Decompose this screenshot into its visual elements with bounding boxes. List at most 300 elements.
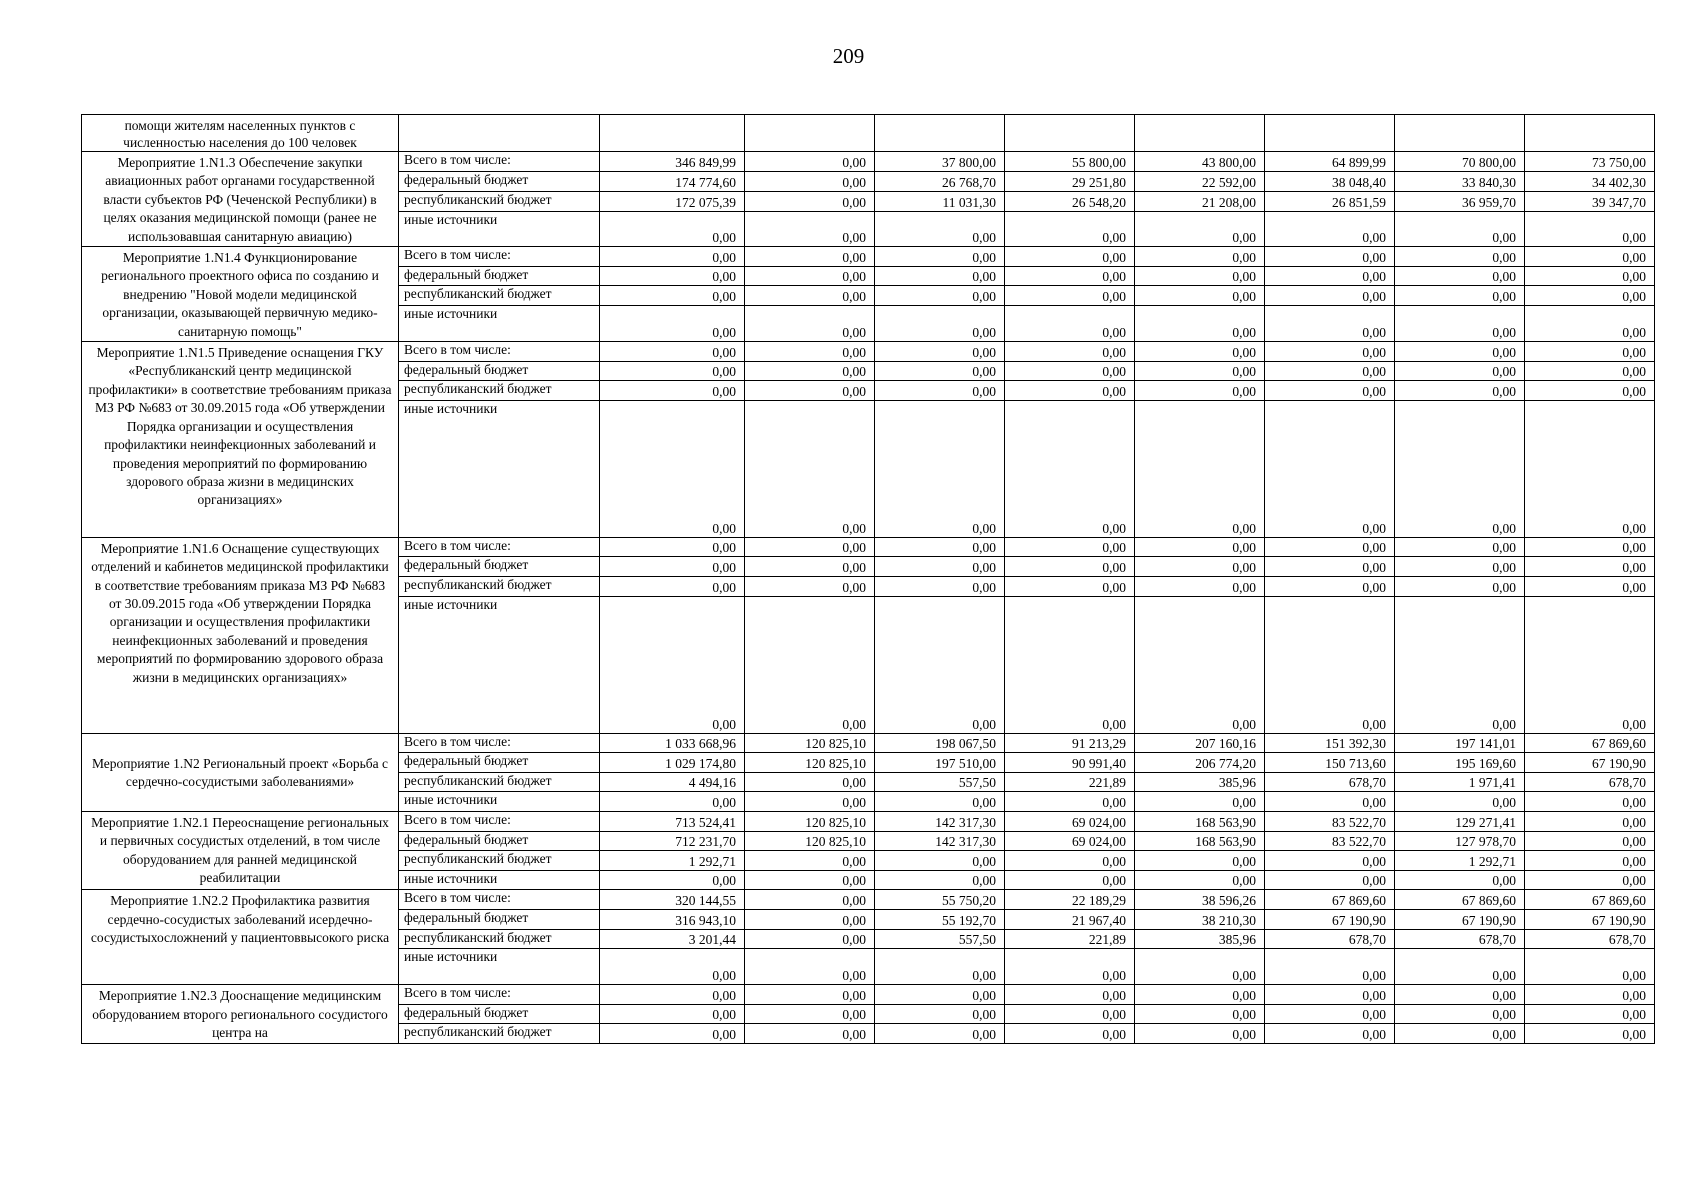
value-cell: 0,00 [1135,537,1265,557]
value-cell: 0,00 [1005,537,1135,557]
value-cell: 0,00 [1005,557,1135,577]
value-cell: 0,00 [1265,342,1395,362]
value-cell: 67 190,90 [1265,909,1395,929]
value-cell: 0,00 [1525,381,1655,401]
table-body [82,115,1655,1044]
empty-cell [875,115,1005,152]
value-cell: 0,00 [875,537,1005,557]
value-cell: 0,00 [875,596,1005,733]
row-description: Мероприятие 1.N1.3 Обеспечение закупки авиационных работ органами государственной власти субъектов РФ (Чеченской Республики) в целях оказания медицинской помощи (ранее не использовавшая санитарную авиацию) [82,152,399,247]
value-cell: 29 251,80 [1005,171,1135,191]
value-cell: 0,00 [1525,286,1655,306]
value-cell: 0,00 [745,400,875,537]
value-cell: 90 991,40 [1005,753,1135,773]
row-description: Мероприятие 1.N1.6 Оснащение существующих отделений и кабинетов медицинской профилактики в соответствие требованиям приказа МЗ РФ №683 от 30.09.2015 года «Об утверждении Порядка организации и осуществления профилактики неинфекционных заболеваний и проведения мероприятий по формированию здорового образа жизни в медицинских организациях» [82,537,399,733]
funding-source-label: Всего в том числе: [399,890,600,910]
value-cell: 0,00 [1525,1004,1655,1024]
value-cell: 69 024,00 [1005,831,1135,851]
value-cell: 0,00 [1395,596,1525,733]
value-cell: 0,00 [1265,577,1395,597]
value-cell: 0,00 [1525,596,1655,733]
value-cell: 320 144,55 [600,890,745,910]
funding-source-label: Всего в том числе: [399,537,600,557]
value-cell: 26 768,70 [875,171,1005,191]
table-row [82,537,1655,557]
value-cell: 0,00 [1265,361,1395,381]
value-cell: 70 800,00 [1395,152,1525,172]
value-cell: 142 317,30 [875,831,1005,851]
value-cell: 198 067,50 [875,733,1005,753]
value-cell: 0,00 [600,949,745,985]
value-cell: 0,00 [1265,381,1395,401]
value-cell: 0,00 [745,537,875,557]
value-cell: 0,00 [1265,305,1395,341]
value-cell: 0,00 [1135,1024,1265,1044]
value-cell: 4 494,16 [600,772,745,792]
value-cell: 0,00 [1135,985,1265,1005]
empty-cell [1395,115,1525,152]
value-cell: 0,00 [1525,211,1655,247]
value-cell: 0,00 [600,361,745,381]
funding-source-label: республиканский бюджет [399,1024,600,1044]
value-cell: 197 141,01 [1395,733,1525,753]
value-cell: 0,00 [1395,870,1525,890]
row-description: Мероприятие 1.N2.1 Переоснащение региональных и первичных сосудистых отделений, в том числе оборудованием для ранней медицинской реабилитации [82,812,399,890]
value-cell: 168 563,90 [1135,831,1265,851]
value-cell: 0,00 [875,381,1005,401]
value-cell: 0,00 [875,985,1005,1005]
value-cell: 0,00 [875,266,1005,286]
value-cell: 0,00 [875,1004,1005,1024]
value-cell: 0,00 [1135,342,1265,362]
value-cell: 0,00 [1395,400,1525,537]
value-cell: 0,00 [875,342,1005,362]
value-cell: 678,70 [1525,929,1655,949]
value-cell: 0,00 [1525,870,1655,890]
value-cell: 678,70 [1265,929,1395,949]
value-cell: 221,89 [1005,772,1135,792]
value-cell: 1 292,71 [600,851,745,871]
value-cell: 0,00 [600,211,745,247]
empty-cell [1265,115,1395,152]
value-cell: 0,00 [1525,831,1655,851]
value-cell: 0,00 [600,577,745,597]
table-row [82,812,1655,832]
funding-source-label: иные источники [399,211,600,247]
funding-source-label: федеральный бюджет [399,753,600,773]
value-cell: 0,00 [875,870,1005,890]
value-cell: 21 967,40 [1005,909,1135,929]
value-cell: 0,00 [1395,305,1525,341]
value-cell: 0,00 [1525,342,1655,362]
value-cell: 142 317,30 [875,812,1005,832]
value-cell: 0,00 [1525,557,1655,577]
value-cell: 0,00 [1265,400,1395,537]
value-cell: 67 869,60 [1395,890,1525,910]
value-cell: 1 292,71 [1395,851,1525,871]
value-cell: 0,00 [1525,949,1655,985]
value-cell: 174 774,60 [600,171,745,191]
value-cell: 0,00 [1395,1004,1525,1024]
value-cell: 195 169,60 [1395,753,1525,773]
value-cell: 316 943,10 [600,909,745,929]
value-cell: 0,00 [1265,537,1395,557]
value-cell: 0,00 [875,577,1005,597]
funding-source-label: федеральный бюджет [399,266,600,286]
value-cell: 22 592,00 [1135,171,1265,191]
value-cell: 38 596,26 [1135,890,1265,910]
value-cell: 0,00 [1135,1004,1265,1024]
value-cell: 206 774,20 [1135,753,1265,773]
value-cell: 346 849,99 [600,152,745,172]
value-cell: 0,00 [1395,211,1525,247]
value-cell: 120 825,10 [745,831,875,851]
value-cell: 0,00 [745,929,875,949]
value-cell: 0,00 [875,400,1005,537]
value-cell: 0,00 [745,870,875,890]
funding-source-label: иные источники [399,596,600,733]
value-cell: 69 024,00 [1005,812,1135,832]
value-cell: 0,00 [1135,870,1265,890]
value-cell: 0,00 [745,557,875,577]
value-cell: 0,00 [1265,1004,1395,1024]
value-cell: 0,00 [600,870,745,890]
value-cell: 0,00 [1525,361,1655,381]
value-cell: 0,00 [745,851,875,871]
value-cell: 0,00 [1525,985,1655,1005]
value-cell: 0,00 [600,247,745,267]
funding-source-label: республиканский бюджет [399,286,600,306]
value-cell: 0,00 [1005,870,1135,890]
funding-source-label: иные источники [399,870,600,890]
value-cell: 172 075,39 [600,191,745,211]
value-cell: 67 190,90 [1525,909,1655,929]
value-cell: 0,00 [600,792,745,812]
value-cell: 713 524,41 [600,812,745,832]
value-cell: 0,00 [1135,211,1265,247]
value-cell: 0,00 [1525,266,1655,286]
row-description: Мероприятие 1.N2 Региональный проект «Борьба с сердечно-сосудистыми заболеваниями» [82,733,399,811]
value-cell: 0,00 [1005,342,1135,362]
value-cell: 0,00 [1395,286,1525,306]
value-cell: 0,00 [1005,381,1135,401]
value-cell: 0,00 [1265,286,1395,306]
value-cell: 0,00 [745,361,875,381]
value-cell: 0,00 [745,909,875,929]
value-cell: 0,00 [1135,247,1265,267]
value-cell: 0,00 [745,286,875,306]
value-cell: 0,00 [1525,577,1655,597]
value-cell: 0,00 [1135,596,1265,733]
empty-cell [1135,115,1265,152]
value-cell: 0,00 [875,792,1005,812]
value-cell: 0,00 [1265,1024,1395,1044]
value-cell: 38 210,30 [1135,909,1265,929]
value-cell: 0,00 [600,266,745,286]
value-cell: 1 033 668,96 [600,733,745,753]
value-cell: 0,00 [1005,949,1135,985]
value-cell: 0,00 [1525,247,1655,267]
value-cell: 0,00 [745,171,875,191]
value-cell: 0,00 [875,247,1005,267]
value-cell: 39 347,70 [1525,191,1655,211]
table-row [82,985,1655,1005]
value-cell: 0,00 [1525,537,1655,557]
row-description: Мероприятие 1.N1.5 Приведение оснащения ГКУ «Республиканский центр медицинской профилактики» в соответствие требованиям приказа МЗ РФ №683 от 30.09.2015 года «Об утверждении Порядка организации и осуществления профилактики неинфекционных заболеваний и проведения мероприятий по формированию здорового образа жизни в медицинских организациях» [82,342,399,538]
value-cell: 129 271,41 [1395,812,1525,832]
value-cell: 557,50 [875,772,1005,792]
budget-table [81,114,1655,1044]
value-cell: 678,70 [1525,772,1655,792]
value-cell: 0,00 [745,596,875,733]
funding-source-label: республиканский бюджет [399,772,600,792]
value-cell: 67 869,60 [1525,733,1655,753]
row-description: Мероприятие 1.N2.2 Профилактика развития сердечно-сосудистых заболеваний исердечно-сосудистыхосложнений у пациентоввысокого риска [82,890,399,985]
value-cell: 0,00 [1265,211,1395,247]
value-cell: 0,00 [1395,381,1525,401]
funding-source-label: Всего в том числе: [399,247,600,267]
value-cell: 0,00 [1395,1024,1525,1044]
value-cell: 55 750,20 [875,890,1005,910]
value-cell: 36 959,70 [1395,191,1525,211]
value-cell: 0,00 [1135,266,1265,286]
value-cell: 83 522,70 [1265,812,1395,832]
value-cell: 0,00 [875,949,1005,985]
value-cell: 1 971,41 [1395,772,1525,792]
value-cell: 150 713,60 [1265,753,1395,773]
value-cell: 0,00 [1395,557,1525,577]
value-cell: 151 392,30 [1265,733,1395,753]
value-cell: 0,00 [1135,949,1265,985]
value-cell: 0,00 [600,342,745,362]
value-cell: 678,70 [1265,772,1395,792]
funding-source-label: федеральный бюджет [399,909,600,929]
value-cell: 0,00 [1135,851,1265,871]
value-cell: 0,00 [745,890,875,910]
funding-source-label: Всего в том числе: [399,342,600,362]
table-row [82,733,1655,753]
value-cell: 0,00 [600,1004,745,1024]
value-cell: 0,00 [745,342,875,362]
funding-source-label: Всего в том числе: [399,733,600,753]
value-cell: 0,00 [1395,949,1525,985]
value-cell: 0,00 [1265,870,1395,890]
funding-source-label: Всего в том числе: [399,812,600,832]
value-cell: 0,00 [1005,400,1135,537]
funding-source-label: Всего в том числе: [399,985,600,1005]
value-cell: 0,00 [745,792,875,812]
value-cell: 0,00 [1525,400,1655,537]
value-cell: 0,00 [1525,1024,1655,1044]
value-cell: 0,00 [745,1004,875,1024]
value-cell: 0,00 [1395,537,1525,557]
value-cell: 0,00 [1005,577,1135,597]
empty-cell [399,115,600,152]
value-cell: 55 192,70 [875,909,1005,929]
row-description: Мероприятие 1.N1.4 Функционирование регионального проектного офиса по созданию и внедрению "Новой модели медицинской организации, оказывающей первичную медико-санитарную помощь" [82,247,399,342]
funding-source-label: республиканский бюджет [399,577,600,597]
table-row [82,890,1655,910]
value-cell: 0,00 [875,851,1005,871]
value-cell: 0,00 [1135,792,1265,812]
value-cell: 1 029 174,80 [600,753,745,773]
value-cell: 0,00 [600,400,745,537]
value-cell: 0,00 [1525,792,1655,812]
value-cell: 0,00 [600,305,745,341]
value-cell: 0,00 [1135,381,1265,401]
value-cell: 120 825,10 [745,812,875,832]
funding-source-label: иные источники [399,792,600,812]
value-cell: 0,00 [745,266,875,286]
value-cell: 0,00 [1525,305,1655,341]
empty-cell [600,115,745,152]
value-cell: 120 825,10 [745,733,875,753]
value-cell: 0,00 [1395,361,1525,381]
value-cell: 67 190,90 [1395,909,1525,929]
table-row [82,342,1655,362]
value-cell: 0,00 [1395,342,1525,362]
value-cell: 0,00 [1135,361,1265,381]
value-cell: 0,00 [745,985,875,1005]
value-cell: 0,00 [745,191,875,211]
funding-source-label: республиканский бюджет [399,851,600,871]
value-cell: 64 899,99 [1265,152,1395,172]
value-cell: 0,00 [1395,792,1525,812]
empty-cell [1525,115,1655,152]
value-cell: 0,00 [1005,286,1135,306]
value-cell: 55 800,00 [1005,152,1135,172]
value-cell: 127 978,70 [1395,831,1525,851]
value-cell: 73 750,00 [1525,152,1655,172]
value-cell: 0,00 [600,381,745,401]
value-cell: 0,00 [745,381,875,401]
funding-source-label: федеральный бюджет [399,1004,600,1024]
row-description: Мероприятие 1.N2.3 Дооснащение медицинским оборудованием второго регионального сосудистого центра на [82,985,399,1044]
value-cell: 67 869,60 [1525,890,1655,910]
value-cell: 0,00 [1005,851,1135,871]
value-cell: 0,00 [1395,577,1525,597]
value-cell: 0,00 [1135,305,1265,341]
value-cell: 0,00 [1005,1024,1135,1044]
page-number: 209 [832,44,865,68]
value-cell: 0,00 [1395,985,1525,1005]
value-cell: 0,00 [875,286,1005,306]
value-cell: 91 213,29 [1005,733,1135,753]
value-cell: 37 800,00 [875,152,1005,172]
table-row [82,152,1655,172]
value-cell: 0,00 [1135,286,1265,306]
funding-source-label: иные источники [399,400,600,537]
value-cell: 0,00 [745,247,875,267]
value-cell: 557,50 [875,929,1005,949]
value-cell: 67 190,90 [1525,753,1655,773]
value-cell: 21 208,00 [1135,191,1265,211]
table-row [82,115,1655,152]
value-cell: 385,96 [1135,929,1265,949]
value-cell: 0,00 [875,211,1005,247]
value-cell: 712 231,70 [600,831,745,851]
value-cell: 0,00 [1395,247,1525,267]
row-description: помощи жителям населенных пунктов с численностью населения до 100 человек [82,115,399,152]
value-cell: 0,00 [875,1024,1005,1044]
value-cell: 0,00 [875,305,1005,341]
value-cell: 33 840,30 [1395,171,1525,191]
value-cell: 0,00 [1265,851,1395,871]
value-cell: 3 201,44 [600,929,745,949]
value-cell: 26 851,59 [1265,191,1395,211]
value-cell: 0,00 [745,772,875,792]
value-cell: 0,00 [1005,596,1135,733]
value-cell: 0,00 [600,596,745,733]
value-cell: 0,00 [1005,266,1135,286]
value-cell: 0,00 [1525,812,1655,832]
value-cell: 120 825,10 [745,753,875,773]
value-cell: 385,96 [1135,772,1265,792]
value-cell: 0,00 [1265,985,1395,1005]
value-cell: 207 160,16 [1135,733,1265,753]
value-cell: 38 048,40 [1265,171,1395,191]
funding-source-label: иные источники [399,305,600,341]
value-cell: 34 402,30 [1525,171,1655,191]
value-cell: 43 800,00 [1135,152,1265,172]
empty-cell [1005,115,1135,152]
value-cell: 0,00 [1265,266,1395,286]
funding-source-label: федеральный бюджет [399,171,600,191]
value-cell: 0,00 [745,305,875,341]
value-cell: 67 869,60 [1265,890,1395,910]
value-cell: 22 189,29 [1005,890,1135,910]
value-cell: 0,00 [1135,557,1265,577]
value-cell: 0,00 [600,286,745,306]
value-cell: 0,00 [1005,1004,1135,1024]
value-cell: 0,00 [1525,851,1655,871]
value-cell: 0,00 [1135,577,1265,597]
value-cell: 0,00 [600,985,745,1005]
value-cell: 168 563,90 [1135,812,1265,832]
value-cell: 11 031,30 [875,191,1005,211]
value-cell: 0,00 [1265,247,1395,267]
funding-source-label: иные источники [399,949,600,985]
funding-source-label: федеральный бюджет [399,361,600,381]
value-cell: 197 510,00 [875,753,1005,773]
value-cell: 0,00 [1265,792,1395,812]
value-cell: 0,00 [600,557,745,577]
value-cell: 26 548,20 [1005,191,1135,211]
value-cell: 0,00 [1005,361,1135,381]
value-cell: 0,00 [1005,305,1135,341]
value-cell: 0,00 [600,1024,745,1044]
funding-source-label: республиканский бюджет [399,191,600,211]
table-row [82,247,1655,267]
value-cell: 0,00 [1265,596,1395,733]
funding-source-label: федеральный бюджет [399,557,600,577]
empty-cell [745,115,875,152]
value-cell: 0,00 [875,361,1005,381]
value-cell: 0,00 [1005,247,1135,267]
value-cell: 83 522,70 [1265,831,1395,851]
value-cell: 0,00 [1395,266,1525,286]
funding-source-label: республиканский бюджет [399,929,600,949]
value-cell: 0,00 [875,557,1005,577]
value-cell: 0,00 [745,949,875,985]
value-cell: 678,70 [1395,929,1525,949]
value-cell: 0,00 [745,1024,875,1044]
value-cell: 0,00 [1005,211,1135,247]
value-cell: 0,00 [600,537,745,557]
value-cell: 0,00 [1265,949,1395,985]
value-cell: 0,00 [1005,792,1135,812]
funding-source-label: федеральный бюджет [399,831,600,851]
